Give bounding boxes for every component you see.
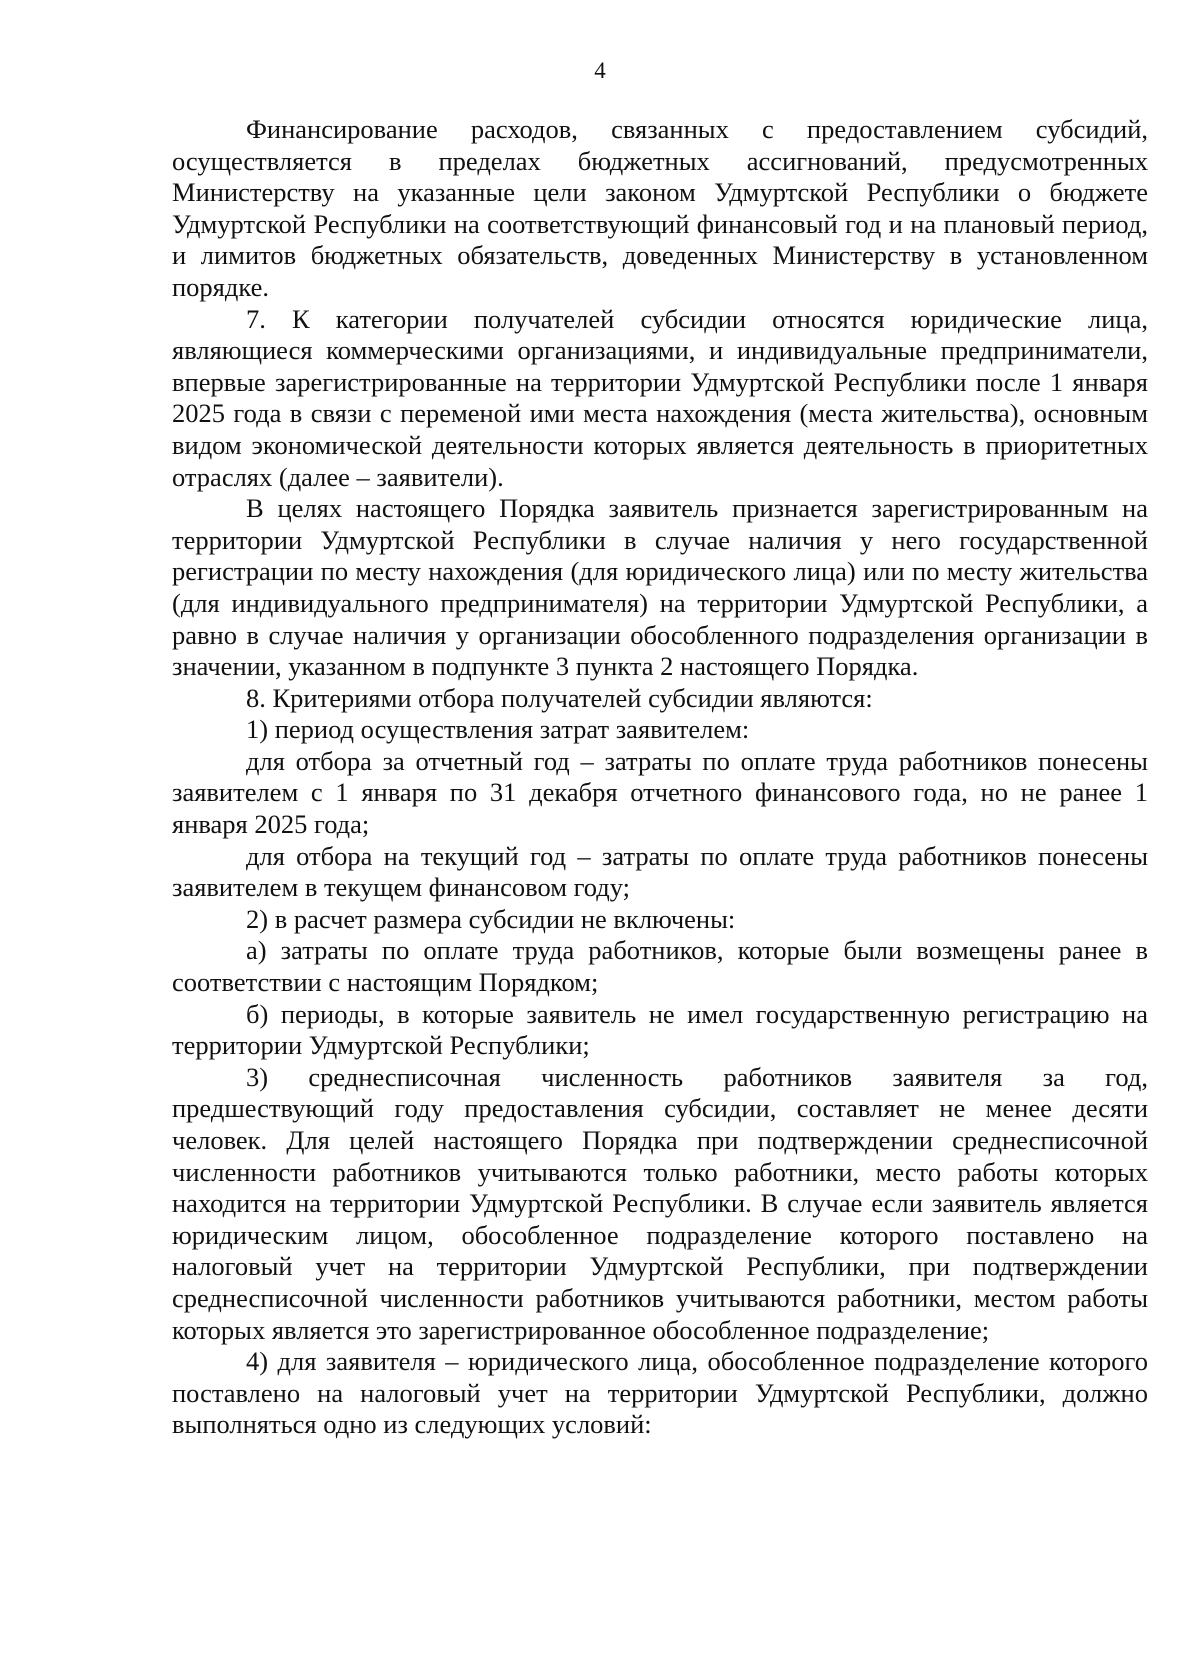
paragraph-reporting-year: для отбора за отчетный год – затраты по оплате труда работников понесены заявителем с 1 января по 31 декабря отчетного финансового года, но не ранее 1 января 2025 года;: [172, 745, 1148, 840]
paragraph-subitem-2a: а) затраты по оплате труда работников, которые были возмещены ранее в соответствии с настоящим Порядком;: [172, 935, 1148, 998]
paragraph-subitem-1: 1) период осуществления затрат заявителем:: [246, 714, 750, 745]
document-body: [172, 114, 1148, 1441]
paragraph-subitem-4: 4) для заявителя – юридического лица, обособленное подразделение которого поставлено на налоговый учет на территории Удмуртской Республики, должно выполняться одно из следующих условий:: [172, 1346, 1148, 1440]
paragraph-item-8: 8. Критериями отбора получателей субсидии являются:: [246, 682, 873, 713]
page-number: 4: [594, 58, 606, 83]
paragraph-subitem-2: 2) в расчет размера субсидии не включены:: [246, 903, 736, 934]
paragraph-financing: Финансирование расходов, связанных с предоставлением субсидий, осуществляется в пределах бюджетных ассигнований, предусмотренных Министерству на указанные цели законом Удмуртской Республики о бюджете Удмуртской Республики на соответствующий финансовый год и на плановый период, и лимитов бюджетных обязательств, доведенных Министерству в установленном порядке.: [172, 114, 1148, 302]
paragraph-current-year: для отбора на текущий год – затраты по оплате труда работников понесены заявителем в текущем финансовом году;: [172, 840, 1148, 903]
paragraph-subitem-3: 3) среднесписочная численность работников заявителя за год, предшествующий году предоставления субсидии, составляет не менее десяти человек. Для целей настоящего Порядка при подтверждении среднесписочной численности работников учитываются только работники, место работы которых находится на территории Удмуртской Республики. В случае если заявитель является юридическим лицом, обособленное подразделение которого поставлено на налоговый учет на территории Удмуртской Республики, при подтверждении среднесписочной численности работников учитываются работники, местом работы которых является это зарегистрированное обособленное подразделение;: [172, 1061, 1148, 1345]
paragraph-registration: В целях настоящего Порядка заявитель признается зарегистрированным на территории Удмуртской Республики в случае наличия у него государственной регистрации по месту нахождения (для юридического лица) или по месту жительства (для индивидуального предпринимателя) на территории Удмуртской Республики, а равно в случае наличия у организации обособленного подразделения организации в значении, указанном в подпункте 3 пункта 2 настоящего Порядка.: [172, 493, 1148, 682]
paragraph-item-7: 7. К категории получателей субсидии относятся юридические лица, являющиеся коммерческими организациями, и индивидуальные предприниматели, впервые зарегистрированные на территории Удмуртской Республики после 1 января 2025 года в связи с переменой ими места нахождения (места жительства), основным видом экономической деятельности которых является деятельность в приоритетных отраслях (далее – заявители).: [172, 303, 1148, 492]
paragraph-subitem-2b: б) периоды, в которые заявитель не имел государственную регистрацию на территории Удмуртской Республики;: [172, 998, 1148, 1061]
